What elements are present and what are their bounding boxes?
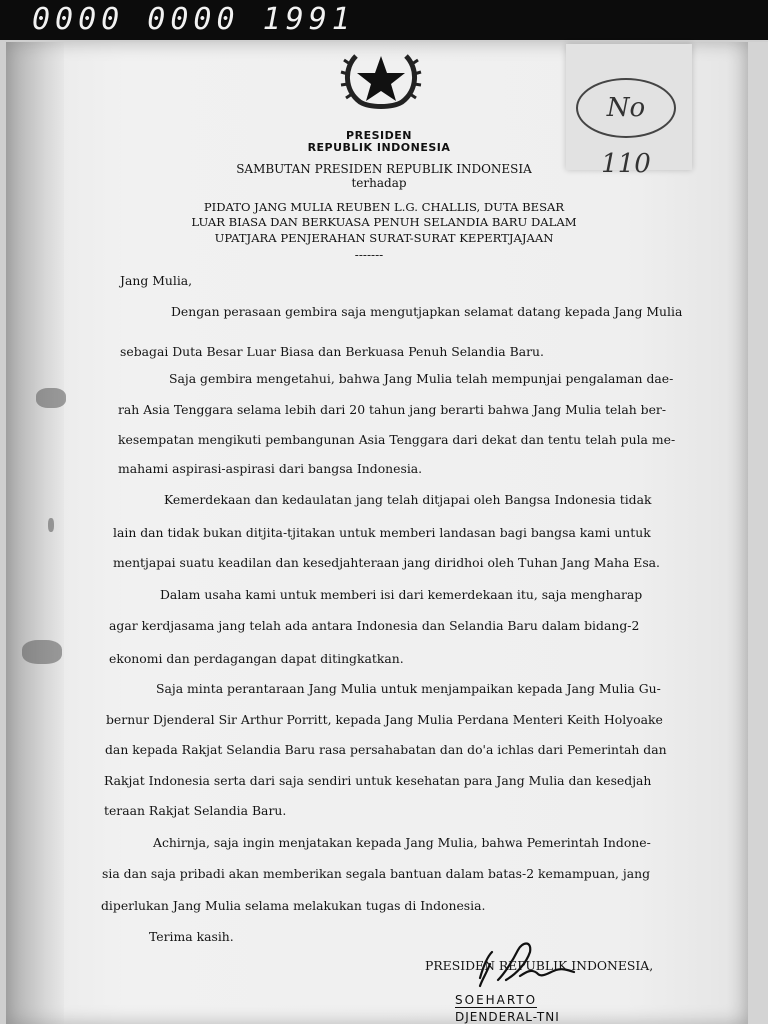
body-line: kesempatan mengikuti pembangunan Asia Tenggara dari dekat dan tentu telah pula me- [118, 432, 676, 447]
archive-number: No 110 [576, 78, 676, 138]
paper-damage-mark [36, 388, 66, 408]
body-line: mahami aspirasi-aspirasi dari bangsa Indonesia. [118, 461, 423, 476]
signature-title: PRESIDEN REPUBLIK INDONESIA, [425, 958, 654, 973]
paper-damage-mark [22, 640, 62, 664]
signatory-rank: DJENDERAL-TNI [455, 1010, 560, 1024]
page-right-edge [748, 42, 768, 1024]
speech-terhadap: terhadap [351, 176, 407, 190]
speech-subtitle: UPATJARA PENJERAHAN SURAT-SURAT KEPERTJAJAAN [214, 231, 554, 245]
body-line: Dalam usaha kami untuk memberi isi dari kemerdekaan itu, saja mengharap [160, 587, 643, 602]
header-republik: REPUBLIK INDONESIA [307, 141, 451, 154]
presidential-star-emblem [336, 42, 426, 110]
body-line: lain dan tidak bukan ditjita-tjitakan untuk memberi landasan bagi bangsa kami untuk [113, 525, 651, 540]
film-code-bar [0, 0, 768, 40]
speech-subtitle: LUAR BIASA DAN BERKUASA PENUH SELANDIA BARU DALAM [191, 215, 577, 229]
body-line: bernur Djenderal Sir Arthur Porritt, kepada Jang Mulia Perdana Menteri Keith Holyoake [106, 712, 663, 727]
speech-subtitle: PIDATO JANG MULIA REUBEN L.G. CHALLIS, DUTA BESAR [203, 200, 565, 214]
body-line: Achirnja, saja ingin menjatakan kepada Jang Mulia, bahwa Pemerintah Indone- [153, 835, 651, 850]
film-code: 0000 0000 1991 [32, 2, 355, 37]
body-line: sebagai Duta Besar Luar Biasa dan Berkuasa Penuh Selandia Baru. [120, 344, 544, 359]
body-line: mentjapai suatu keadilan dan kesedjahteraan jang diridhoi oleh Tuhan Jang Maha Esa. [113, 555, 660, 570]
header-divider: ------- [354, 248, 384, 262]
body-line: teraan Rakjat Selandia Baru. [104, 803, 287, 818]
body-line: agar kerdjasama jang telah ada antara Indonesia dan Selandia Baru dalam bidang-2 [109, 618, 640, 633]
handwritten-signature [462, 934, 582, 994]
body-line: Terima kasih. [149, 929, 234, 944]
body-line: sia dan saja pribadi akan memberikan segala bantuan dalam batas-2 kemampuan, jang [102, 866, 651, 881]
paper-damage-mark [48, 518, 54, 532]
body-line: Jang Mulia, [120, 273, 193, 288]
body-line: Dengan perasaan gembira saja mengutjapkan selamat datang kepada Jang Mulia [171, 304, 683, 319]
signatory-name: SOEHARTO [455, 993, 538, 1007]
body-line: dan kepada Rakjat Selandia Baru rasa persahabatan dan do'a ichlas dari Pemerintah dan [105, 742, 667, 757]
body-line: ekonomi dan perdagangan dapat ditingkatkan. [109, 651, 404, 666]
body-line: Rakjat Indonesia serta dari saja sendiri untuk kesehatan para Jang Mulia dan kesedjah [104, 773, 652, 788]
body-line: Kemerdekaan dan kedaulatan jang telah ditjapai oleh Bangsa Indonesia tidak [164, 492, 652, 507]
page-fold-shadow [6, 42, 64, 1024]
body-line: rah Asia Tenggara selama lebih dari 20 tahun jang berarti bahwa Jang Mulia telah ber- [118, 402, 667, 417]
body-line: Saja minta perantaraan Jang Mulia untuk menjampaikan kepada Jang Mulia Gu- [156, 681, 661, 696]
speech-title: SAMBUTAN PRESIDEN REPUBLIK INDONESIA [236, 162, 532, 176]
header-presiden: PRESIDEN [346, 129, 412, 142]
body-line: Saja gembira mengetahui, bahwa Jang Mulia telah mempunjai pengalaman dae- [169, 371, 674, 386]
body-line: diperlukan Jang Mulia selama melakukan tugas di Indonesia. [101, 898, 486, 913]
